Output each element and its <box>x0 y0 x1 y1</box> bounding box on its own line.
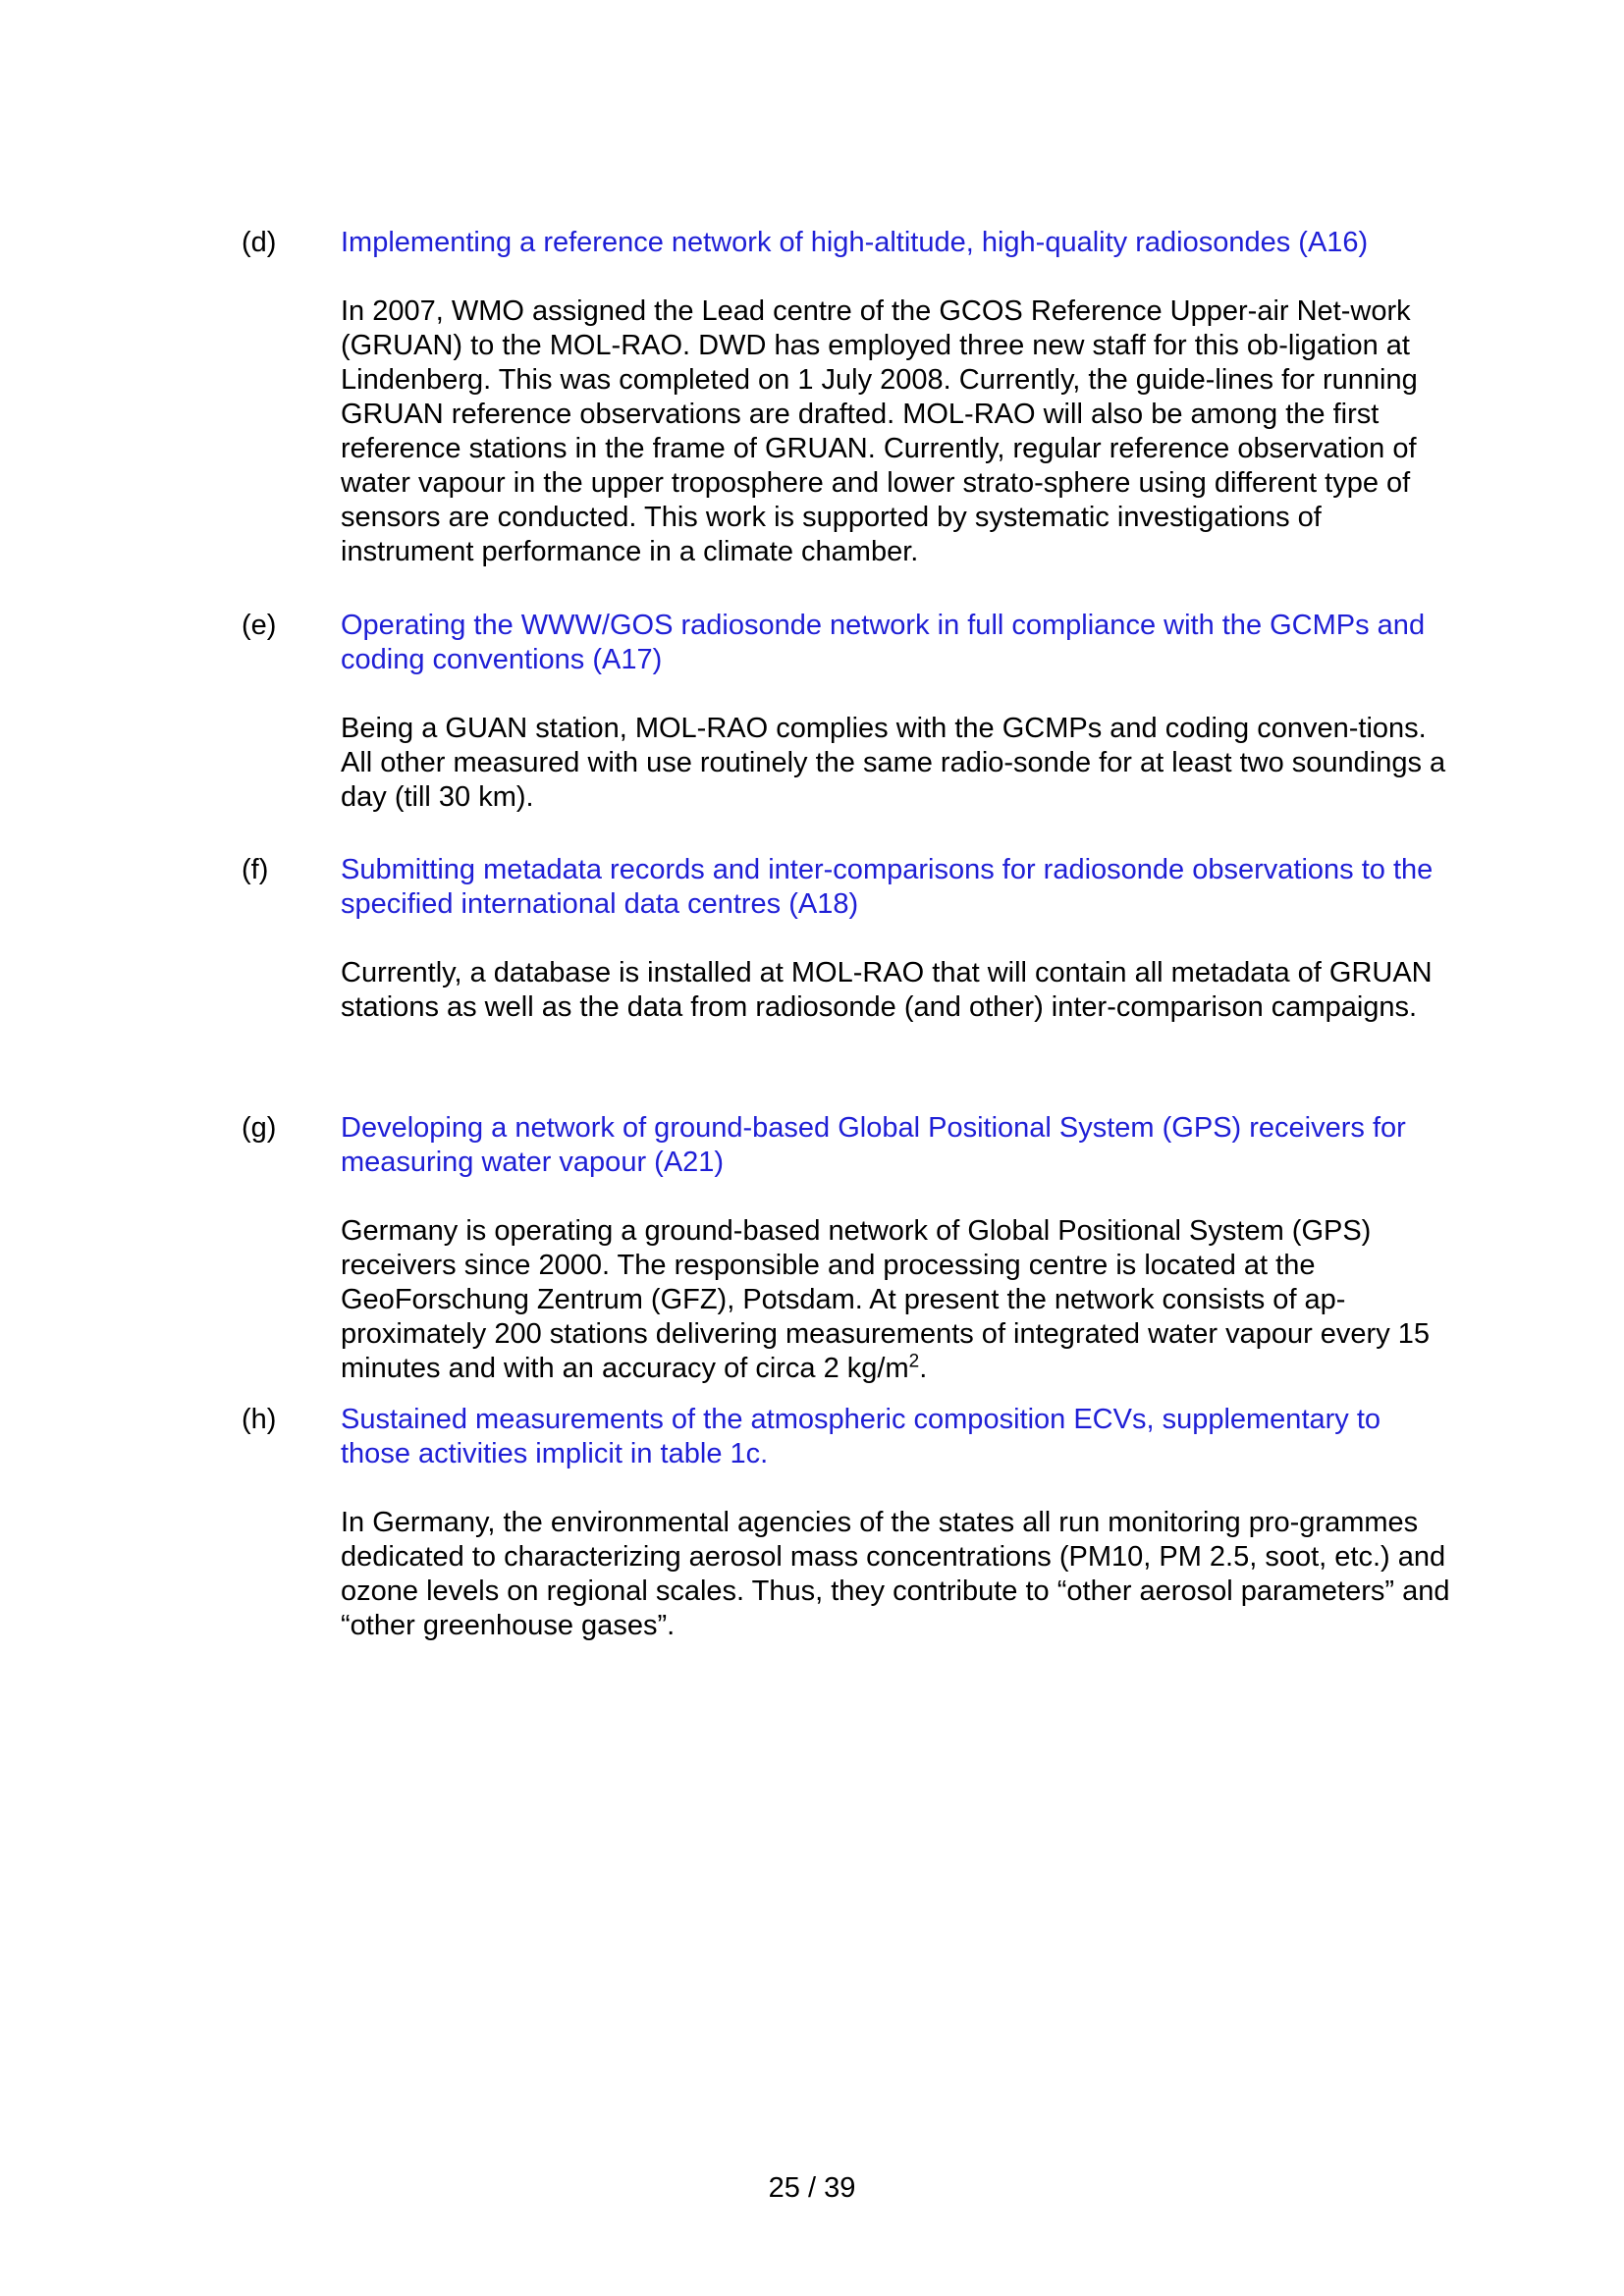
section-label: (h) <box>242 1404 277 1435</box>
section-body <box>341 609 1455 815</box>
section-title: Submitting metadata records and inter-comparisons for radiosonde observations to the specified international data centres (A18) <box>341 854 1434 920</box>
section-title: Developing a network of ground-based Global Positional System (GPS) receivers for measuring water vapour (A21) <box>341 1112 1406 1178</box>
section-body <box>341 1403 1455 1643</box>
section-title: Sustained measurements of the atmospheric composition ECVs, supplementary to those activities implicit in table 1c. <box>341 1404 1381 1469</box>
section-text: In 2007, WMO assigned the Lead centre of the GCOS Reference Upper-air Net-work (GRUAN) to the MOL-RAO. DWD has employed three new staff for this ob-ligation at Lindenberg. This was completed on 1 July 2008. Currently, the guide-lines for running GRUAN reference observations are drafted. MOL-RAO will also be among the first reference stations in the frame of GRUAN. Currently, regular reference observation of water vapour in the upper troposphere and lower strato-sphere using different type of sensors are conducted. This work is supported by systematic investigations of instrument performance in a climate chamber. <box>341 295 1418 567</box>
section-label: (d) <box>242 227 277 258</box>
section-label: (g) <box>242 1112 277 1144</box>
section-text: Currently, a database is installed at MOL-RAO that will contain all metadata of GRUAN stations as well as the data from radiosonde (and other) inter-comparison campaigns. <box>341 957 1433 1023</box>
section-text <box>341 1214 1455 1386</box>
section-body <box>341 226 1455 569</box>
section-body <box>341 853 1455 1025</box>
section-text-end: . <box>919 1353 928 1384</box>
section-label: (f) <box>242 854 269 885</box>
section-title: Operating the WWW/GOS radiosonde network in full compliance with the GCMPs and coding conventions (A17) <box>341 610 1426 675</box>
section-text: Being a GUAN station, MOL-RAO complies with the GCMPs and coding conven-tions. All other measured with use routinely the same radio-sonde for at least two soundings a day (till 30 km). <box>341 713 1446 813</box>
section-label: (e) <box>242 610 277 641</box>
section-text-main: Germany is operating a ground-based network of Global Positional System (GPS) receivers since 2000. The responsible and processing centre is located at the GeoForschung Zentrum (GFZ), Potsdam. At present the network consists of ap-proximately 200 stations delivering measurements of integrated water vapour every 15 minutes and with an accuracy of circa 2 kg/m <box>341 1215 1431 1384</box>
section-title: Implementing a reference network of high-altitude, high-quality radiosondes (A16) <box>341 227 1369 258</box>
superscript: 2 <box>908 1351 920 1372</box>
section-text: In Germany, the environmental agencies of the states all run monitoring pro-grammes dedicated to characterizing aerosol mass concentrations (PM10, PM 2.5, soot, etc.) and ozone levels on regional scales. Thus, they contribute to “other aerosol parameters” and “other greenhouse gases”. <box>341 1507 1450 1641</box>
section-body <box>341 1111 1455 1386</box>
page-number: 25 / 39 <box>768 2172 856 2204</box>
